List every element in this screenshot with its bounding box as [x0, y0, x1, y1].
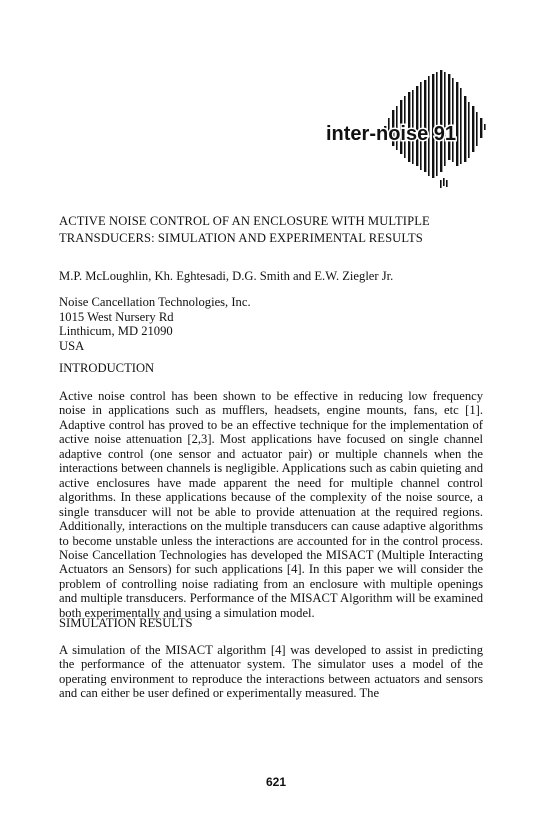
logo-bar: [484, 124, 486, 130]
simulation-paragraph: A simulation of the MISACT algorithm [4] was developed to assist in predicting the performance of the attenuator system. The simulator uses a model of the operating environment to reproduce the interactions between actuators and sensors and can either be user defined or experimentally measured. The: [59, 643, 483, 701]
logo-bar: [440, 180, 442, 188]
logo-bar: [452, 78, 454, 162]
affiliation-block: [59, 295, 251, 353]
author-list: M.P. McLoughlin, Kh. Eghtesadi, D.G. Smith and E.W. Ziegler Jr.: [59, 269, 394, 283]
conference-logo-graphic: [322, 66, 488, 190]
section-heading-simulation: SIMULATION RESULTS: [59, 616, 193, 630]
section-heading-introduction: INTRODUCTION: [59, 361, 155, 375]
logo-bar: [446, 180, 448, 187]
affiliation-street: 1015 West Nursery Rd: [59, 309, 174, 324]
logo-bar: [460, 88, 462, 164]
title-line-2: TRANSDUCERS: SIMULATION AND EXPERIMENTAL RESULTS: [59, 231, 423, 245]
logo-wordmark: inter-noise 91: [326, 123, 457, 145]
paper-title: [59, 213, 499, 247]
logo-bar: [472, 106, 474, 152]
inter-noise-logo: [322, 66, 488, 190]
page-number: 621: [265, 775, 287, 789]
logo-bar: [444, 72, 446, 166]
logo-bar: [480, 118, 482, 138]
logo-bar: [456, 82, 458, 166]
affiliation-city: Linthicum, MD 21090: [59, 324, 173, 338]
introduction-paragraph: Active noise control has been shown to be effective in reducing low frequency noise in applications such as mufflers, headsets, engine mounts, fans, etc [1]. Adaptive control has proved to be an effective technique for the implementation of active noise attenuation [2,3]. Most applications have focused on single channel adaptive control (one sensor and actuator pair) or multiple channels when the interactions between channels is negligible. Applications such as cabin quieting and active enclosures have made apparent the need for multiple channel control algorithms. In these applications because of the complexity of the noise source, a single transducer will not be able to provide attenuation at the required regions. Additionally, interactions on the multiple transducers can cause adaptive algorithms to become unstable unless the interactions are accounted for in the control process. Noise Cancellation Technologies has developed the MISACT (Multiple Interacting Actuators an Sensors) for such applications [4]. In this paper we will consider the problem of controlling noise radiating from an enclosure with multiple openings and multiple transducers. Performance of the MISACT Algorithm will be examined both experimentally and using a simulation model.: [59, 389, 483, 620]
logo-bar: [443, 178, 445, 186]
title-line-1: ACTIVE NOISE CONTROL OF AN ENCLOSURE WITH MULTIPLE: [59, 214, 430, 228]
affiliation-country: USA: [59, 338, 85, 353]
logo-bar: [440, 70, 442, 172]
logo-bar: [448, 74, 450, 160]
logo-bar: [468, 102, 470, 158]
logo-bar: [476, 112, 478, 146]
logo-bar: [464, 96, 466, 162]
affiliation-org: Noise Cancellation Technologies, Inc.: [59, 295, 251, 309]
